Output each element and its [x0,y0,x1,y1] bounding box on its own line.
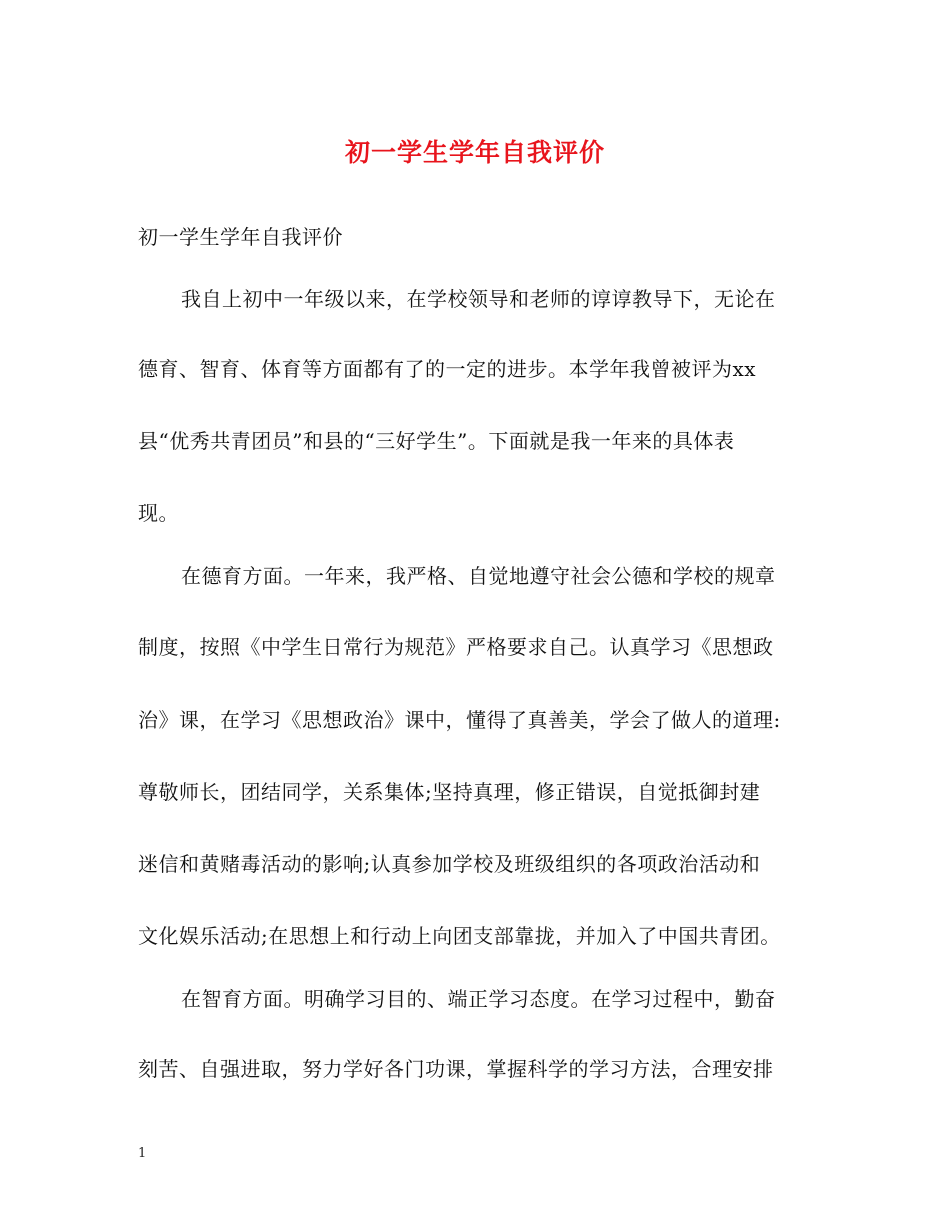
paragraph-line: 尊敬师长，团结同学，关系集体;坚持真理，修正错误，自觉抵御封建 [138,780,761,804]
document-subtitle-line: 初一学生学年自我评价 [138,225,343,249]
paragraph-line: 现。 [138,501,179,525]
paragraph-line: 刻苦、自强进取，努力学好各门功课，掌握科学的学习方法，合理安排 [138,1057,774,1081]
paragraph-line: 我自上初中一年级以来，在学校领导和老师的谆谆教导下，无论在 [181,287,776,311]
paragraph-line: 在德育方面。一年来，我严格、自觉地遵守社会公德和学校的规章 [181,564,776,588]
paragraph-line: 在智育方面。明确学习目的、端正学习态度。在学习过程中，勤奋 [181,987,776,1011]
paragraph-line: 制度，按照《中学生日常行为规范》严格要求自己。认真学习《思想政 [138,635,774,659]
paragraph-line: 德育、智育、体育等方面都有了的一定的进步。本学年我曾被评为xx [138,357,757,381]
paragraph-line: 迷信和黄赌毒活动的影响;认真参加学校及班级组织的各项政治活动和 [138,852,761,876]
page-number: 1 [138,1146,147,1161]
paragraph-line: 文化娱乐活动;在思想上和行动上向团支部靠拢，并加入了中国共青团。 [138,924,781,948]
paragraph-line: 县“优秀共青团员”和县的“三好学生”。下面就是我一年来的具体表 [138,429,735,453]
paragraph-line: 治》课，在学习《思想政治》课中，懂得了真善美，学会了做人的道理: [138,708,781,732]
document-title: 初一学生学年自我评价 [344,138,605,167]
